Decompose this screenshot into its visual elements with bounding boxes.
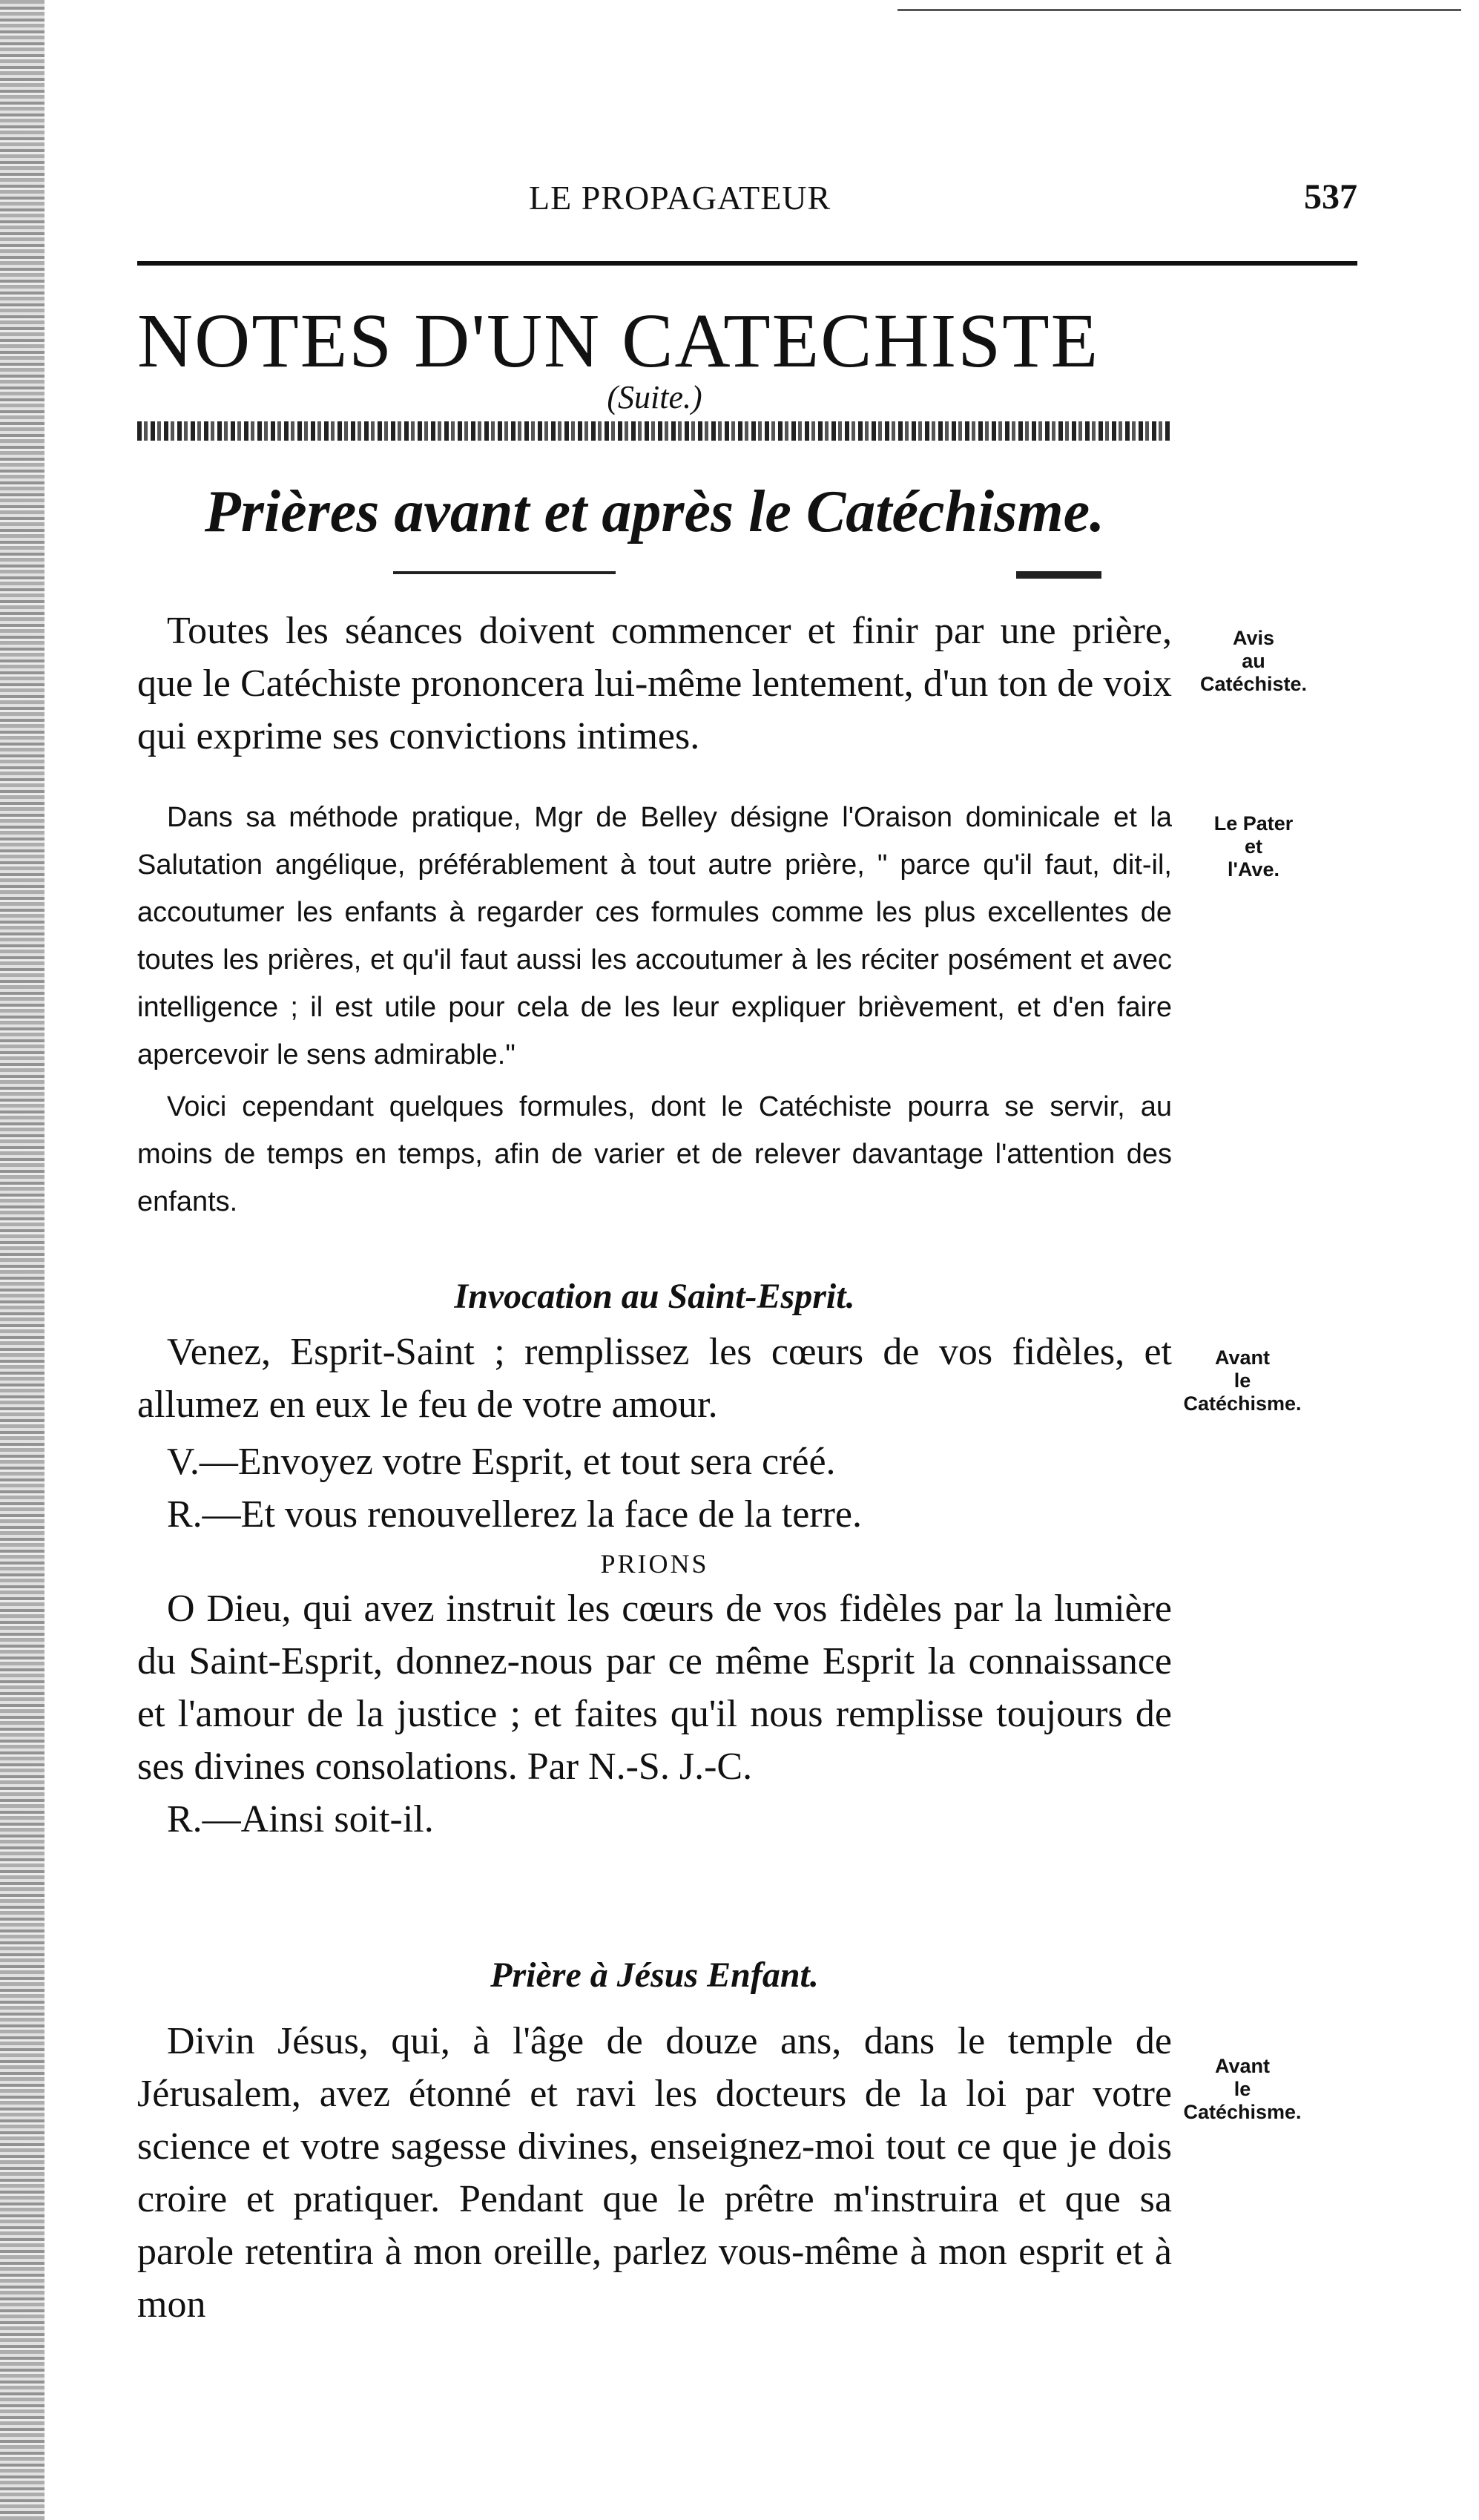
paragraph-intro	[137, 605, 1172, 763]
margin-note-pater	[1183, 812, 1324, 881]
section-subtitle: Prières avant et après le Catéchisme.	[204, 479, 1105, 545]
margin-note-line: Avant	[1214, 2055, 1270, 2077]
ornamental-border	[137, 421, 1172, 441]
page-number: 537	[1304, 177, 1357, 217]
margin-note-line: Avis	[1232, 627, 1275, 649]
margin-note-line: Catéchisme.	[1183, 2101, 1302, 2123]
section-heading: Invocation au Saint-Esprit.	[454, 1277, 855, 1316]
margin-note-avant-2	[1153, 2055, 1331, 2124]
margin-note-line: le	[1233, 2078, 1251, 2100]
section-heading: Prière à Jésus Enfant.	[490, 1955, 819, 1995]
margin-note-line: l'Ave.	[1228, 858, 1279, 881]
header-rule	[137, 261, 1357, 266]
response-line: R.—Et vous renouvellerez la face de la terre.	[167, 1493, 862, 1536]
subtitle-underline-ornament	[1016, 571, 1101, 579]
margin-note-line: Catéchiste.	[1199, 673, 1308, 695]
paragraph-text: Voici cependant quelques formules, dont le Catéchiste pourra se servir, au moins de temps en temps, afin de varier et de relever davantage l'attention des enfants.	[137, 1091, 1172, 1217]
prayer-text: O Dieu, qui avez instruit les cœurs de vos fidèles par la lumière du Saint-Esprit, donnez-nous par ce même Esprit la connaissance et l'amour de la justice ; et faites qu'il nous remplisse toujours de ses divines consolations. Par N.-S. J.-C.	[137, 1588, 1172, 1788]
response-line: R.—Ainsi soit-il.	[167, 1798, 434, 1840]
prayer-text: Venez, Esprit-Saint ; remplissez les cœurs de vos fidèles, et allumez en eux le feu de votre amour.	[137, 1331, 1172, 1426]
section-saint-esprit	[137, 1276, 1172, 1846]
margin-note-line: Le Pater	[1213, 812, 1294, 835]
margin-note-line: Avant	[1214, 1346, 1270, 1369]
subtitle-underline	[393, 571, 616, 574]
continued-label: (Suite.)	[607, 379, 702, 415]
article-title: NOTES D'UN CATECHISTE	[137, 298, 1100, 384]
section-jesus-enfant	[137, 1955, 1172, 2331]
margin-note-line: Catéchisme.	[1183, 1392, 1302, 1415]
versicle-line: V.—Envoyez votre Esprit, et tout sera créé.	[167, 1441, 836, 1483]
margin-note-line: au	[1242, 650, 1265, 672]
running-title: LE PROPAGATEUR	[529, 179, 831, 217]
margin-note-avant-1	[1153, 1346, 1331, 1415]
prions-heading: PRIONS	[600, 1549, 709, 1579]
paragraph-method	[137, 794, 1172, 1226]
margin-note-avis	[1183, 627, 1324, 696]
top-edge-rule	[897, 9, 1461, 11]
paragraph-text: Dans sa méthode pratique, Mgr de Belley désigne l'Oraison dominicale et la Salutation angélique, préférablement à tout autre prière, " parce qu'il faut, dit-il, accoutumer les enfants à regarder ces formules comme les plus excellentes de toutes les prières, et qu'il faut aussi les accoutumer à les réciter posément et avec intelligence ; il est utile pour cela de les leur expliquer brièvement, et d'en faire apercevoir le sens admirable."	[137, 802, 1172, 1070]
prayer-text: Divin Jésus, qui, à l'âge de douze ans, dans le temple de Jérusalem, avez étonné et ravi les docteurs de la loi par votre science et votre sagesse divines, enseignez-moi tout ce que je dois croire et pratiquer. Pendant que le prêtre m'instruira et que sa parole retentira à mon oreille, parlez vous-même à mon esprit et à mon	[137, 2020, 1172, 2326]
margin-note-line: et	[1244, 835, 1262, 858]
page-binding-edge	[0, 0, 45, 2520]
paragraph-text: Toutes les séances doivent commencer et finir par une prière, que le Catéchiste prononcera lui-même lentement, d'un ton de voix qui exprime ses convictions intimes.	[137, 610, 1172, 757]
running-header	[137, 171, 1357, 223]
margin-note-line: le	[1233, 1369, 1251, 1392]
